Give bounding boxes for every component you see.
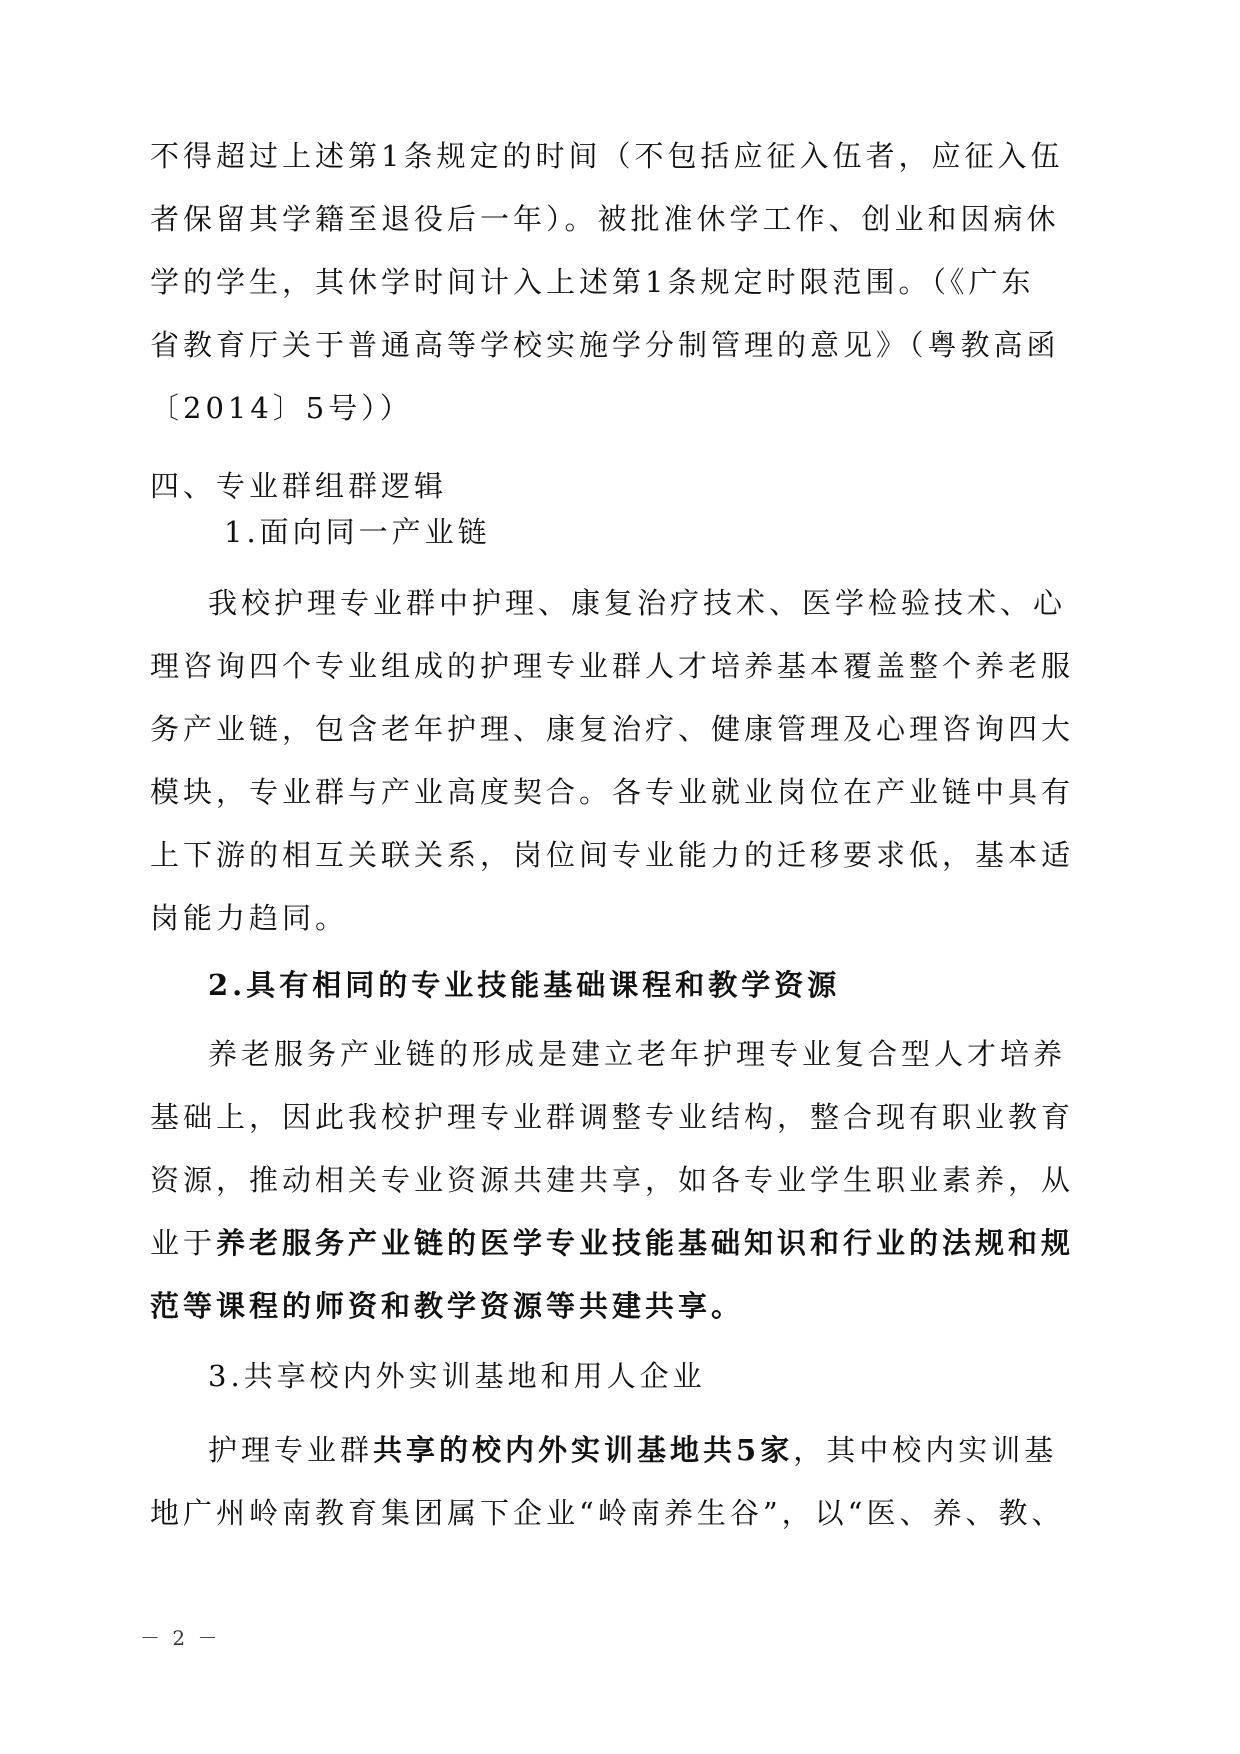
- paragraph-line: 养老服务产业链的形成是建立老年护理专业复合型人才培养: [208, 1037, 1067, 1071]
- paragraph-line: 理咨询四个专业组成的护理专业群人才培养基本覆盖整个养老服: [150, 649, 1075, 683]
- paragraph-line: 学的学生，其休学时间计入上述第1条规定时限范围。（《广东: [150, 265, 1035, 299]
- paragraph-line: 务产业链，包含老年护理、康复治疗、健康管理及心理咨询四大: [150, 712, 1075, 746]
- paragraph-line: 不得超过上述第1条规定的时间（不包括应征入伍者，应征入伍: [150, 139, 1064, 173]
- plain-text: 护理专业群: [208, 1433, 374, 1467]
- section-heading: 四、专业群组群逻辑: [150, 469, 448, 503]
- bold-text: 共享的校内外实训基地共5家: [373, 1433, 794, 1467]
- page-number: － 2 －: [140, 1626, 221, 1650]
- subheading-2: 2.具有相同的专业技能基础课程和教学资源: [208, 968, 841, 1002]
- subheading-1: 1.面向同一产业链: [224, 515, 491, 549]
- paragraph-line: [150, 1223, 1090, 1263]
- paragraph-line-bold: 范等课程的师资和教学资源等共建共享。: [150, 1289, 745, 1323]
- paragraph-line: 资源，推动相关专业资源共建共享，如各专业学生职业素养，从: [150, 1163, 1075, 1197]
- paragraph-line: 基础上，因此我校护理专业群调整专业结构，整合现有职业教育: [150, 1100, 1075, 1134]
- paragraph-line: 〔2014〕5号））: [150, 391, 413, 425]
- plain-text: 业于: [150, 1226, 217, 1260]
- paragraph-line: 省教育厅关于普通高等学校实施学分制管理的意见》（粤教高函: [150, 328, 1060, 362]
- paragraph-line: 我校护理专业群中护理、康复治疗技术、医学检验技术、心: [208, 586, 1067, 620]
- paragraph-line: 上下游的相互关联关系，岗位间专业能力的迁移要求低，基本适: [150, 838, 1075, 872]
- bold-text: 养老服务产业链的医学专业技能基础知识和行业的法规和规: [216, 1226, 1075, 1260]
- plain-text: ，其中校内实训基: [793, 1433, 1058, 1467]
- paragraph-line: 地广州岭南教育集团属下企业“岭南养生谷”，以“医、养、教、: [150, 1496, 1065, 1530]
- paragraph-line: 模块，专业群与产业高度契合。各专业就业岗位在产业链中具有: [150, 775, 1075, 809]
- subheading-3: 3.共享校内外实训基地和用人企业: [208, 1359, 706, 1393]
- paragraph-line: 者保留其学籍至退役后一年）。被批准休学工作、创业和因病休: [150, 202, 1060, 236]
- paragraph-line: 岗能力趋同。: [150, 901, 349, 935]
- paragraph-line: [208, 1430, 1090, 1470]
